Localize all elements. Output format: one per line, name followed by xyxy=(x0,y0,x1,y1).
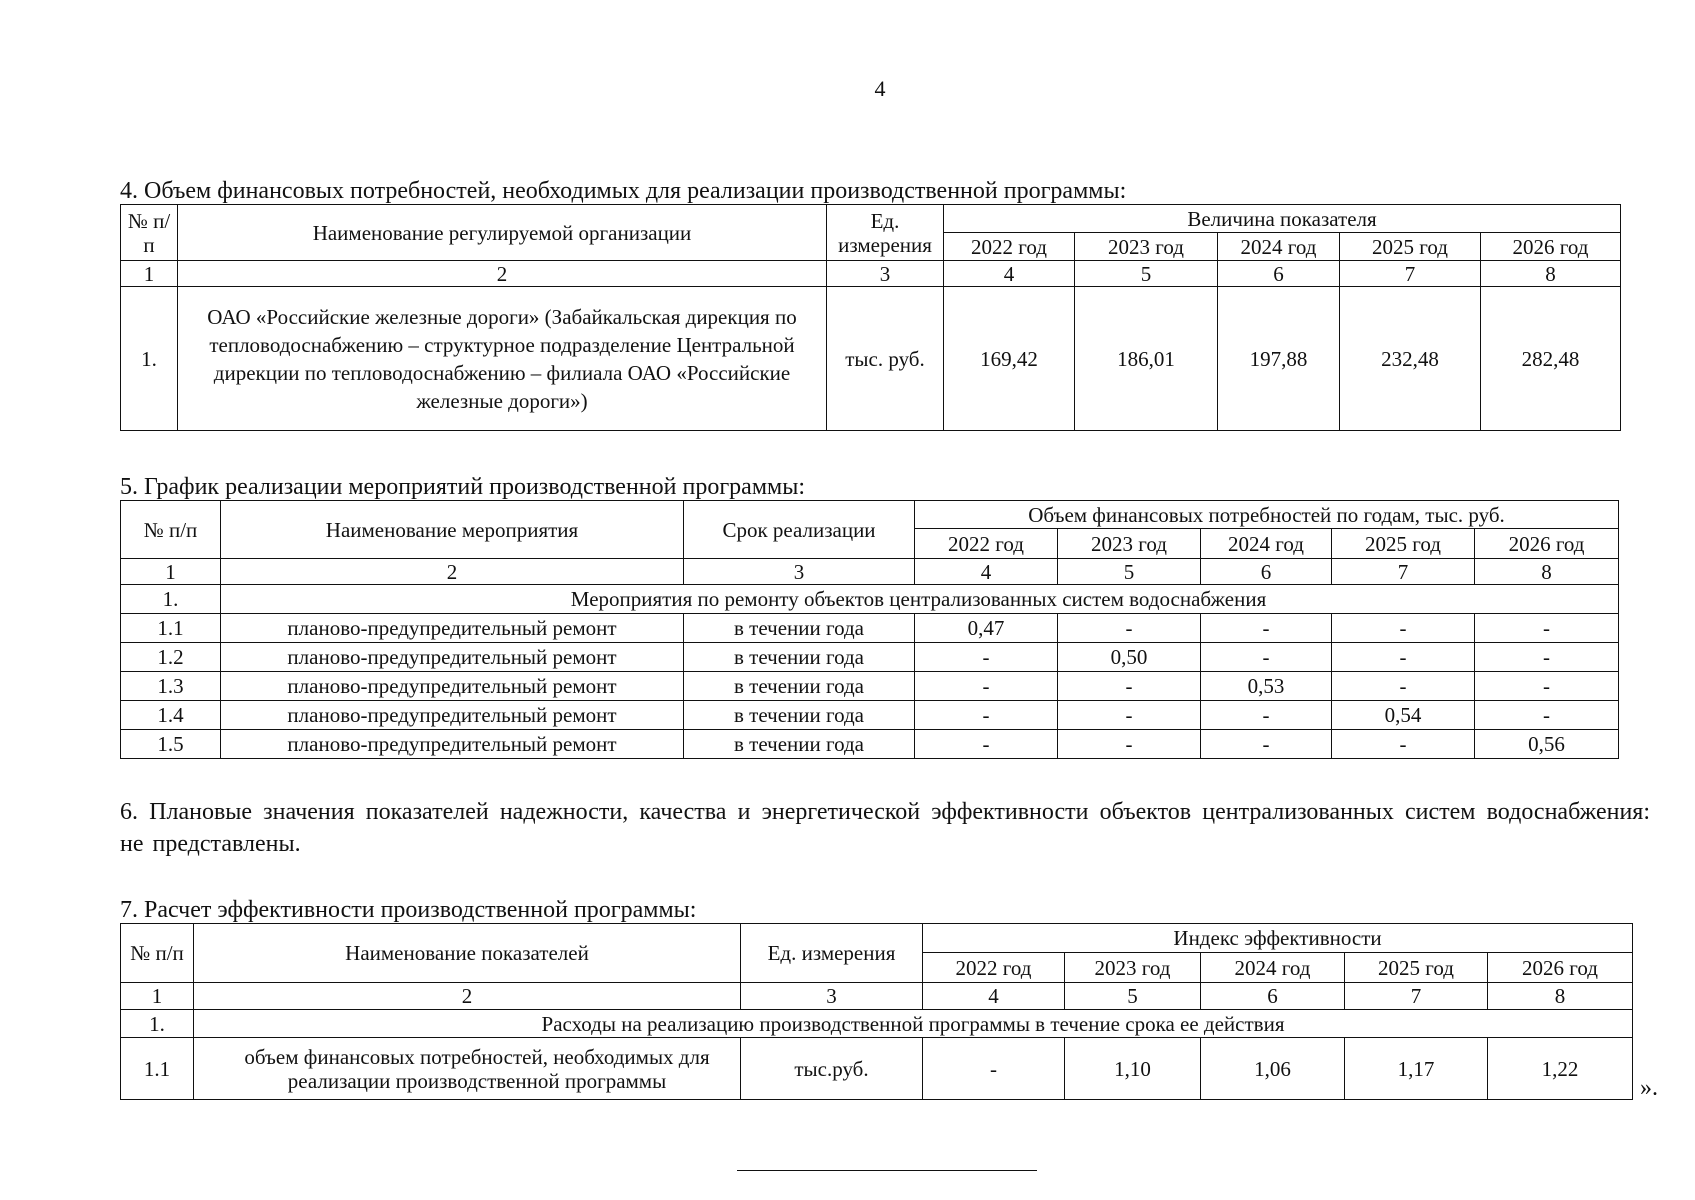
col-header-no: № п/п xyxy=(121,205,178,261)
page-number: 4 xyxy=(874,76,886,101)
row-no: 1.4 xyxy=(121,701,221,730)
col-header-term: Срок реализации xyxy=(684,501,915,559)
value-cell: 0,53 xyxy=(1201,672,1332,701)
year-header: 2024 год xyxy=(1201,953,1345,983)
value-cell: 1,10 xyxy=(1065,1038,1201,1100)
row-no: 1.3 xyxy=(121,672,221,701)
section5-heading: 5. График реализации мероприятий производственной программы: xyxy=(120,474,805,500)
col-header-value-group: Величина показателя xyxy=(944,205,1621,233)
index-cell: 1 xyxy=(121,983,194,1010)
activity-name: планово-предупредительный ремонт xyxy=(221,643,684,672)
value-cell: 169,42 xyxy=(944,287,1075,431)
value-cell: - xyxy=(1201,614,1332,643)
year-header: 2022 год xyxy=(944,233,1075,261)
value-cell: - xyxy=(915,730,1058,759)
schedule-table xyxy=(120,500,1619,759)
year-header: 2022 год xyxy=(923,953,1065,983)
table-row xyxy=(121,287,1621,431)
col-header-unit: Ед. измерения xyxy=(741,924,923,983)
value-cell: 0,47 xyxy=(915,614,1058,643)
row-no: 1. xyxy=(121,287,178,431)
index-cell: 6 xyxy=(1201,559,1332,585)
year-header: 2026 год xyxy=(1481,233,1621,261)
index-cell: 6 xyxy=(1218,261,1340,287)
value-cell: 0,50 xyxy=(1058,643,1201,672)
index-cell: 3 xyxy=(684,559,915,585)
row-no: 1.1 xyxy=(121,614,221,643)
value-cell: - xyxy=(1058,614,1201,643)
group-no: 1. xyxy=(121,585,221,614)
value-cell: - xyxy=(923,1038,1065,1100)
value-cell: 282,48 xyxy=(1481,287,1621,431)
year-header: 2025 год xyxy=(1345,953,1488,983)
value-cell: - xyxy=(1332,672,1475,701)
value-cell: 1,22 xyxy=(1488,1038,1633,1100)
index-cell: 4 xyxy=(923,983,1065,1010)
col-header-activity: Наименование мероприятия xyxy=(221,501,684,559)
value-cell: 1,06 xyxy=(1201,1038,1345,1100)
year-header: 2023 год xyxy=(1058,529,1201,559)
value-cell: - xyxy=(1475,672,1619,701)
year-header: 2026 год xyxy=(1488,953,1633,983)
value-cell: - xyxy=(1332,643,1475,672)
value-cell: - xyxy=(1201,730,1332,759)
value-cell: - xyxy=(915,672,1058,701)
value-cell: - xyxy=(1332,730,1475,759)
activity-name: планово-предупредительный ремонт xyxy=(221,614,684,643)
index-cell: 1 xyxy=(121,261,178,287)
table-row xyxy=(121,643,1619,672)
index-cell: 4 xyxy=(915,559,1058,585)
year-header: 2022 год xyxy=(915,529,1058,559)
activity-term: в течении года xyxy=(684,701,915,730)
activity-term: в течении года xyxy=(684,643,915,672)
index-cell: 1 xyxy=(121,559,221,585)
index-cell: 8 xyxy=(1481,261,1621,287)
index-cell: 7 xyxy=(1345,983,1488,1010)
col-header-no: № п/п xyxy=(121,924,194,983)
row-unit: тыс. руб. xyxy=(827,287,944,431)
value-cell: 0,56 xyxy=(1475,730,1619,759)
index-cell: 8 xyxy=(1488,983,1633,1010)
index-cell: 4 xyxy=(944,261,1075,287)
index-cell: 3 xyxy=(741,983,923,1010)
value-cell: - xyxy=(1332,614,1475,643)
index-cell: 6 xyxy=(1201,983,1345,1010)
value-cell: - xyxy=(1058,730,1201,759)
year-header: 2025 год xyxy=(1340,233,1481,261)
footer-separator-line xyxy=(737,1170,1037,1171)
year-header: 2023 год xyxy=(1075,233,1218,261)
section6-text: 6. Плановые значения показателей надежности, качества и энергетической эффективности объектов централизованных систем водоснабжения: не представлены. xyxy=(120,799,1650,857)
col-header-org-name: Наименование регулируемой организации xyxy=(178,205,827,261)
col-header-index-group: Индекс эффективности xyxy=(923,924,1633,953)
value-cell: - xyxy=(1058,672,1201,701)
org-name: ОАО «Российские железные дороги» (Забайкальская дирекция по тепловодоснабжению – структурное подразделение Центральной дирекции по тепловодоснабжению – филиала ОАО «Российские железные дороги») xyxy=(178,287,827,431)
section4-heading: 4. Объем финансовых потребностей, необходимых для реализации производственной программы: xyxy=(120,178,1127,204)
activity-term: в течении года xyxy=(684,614,915,643)
index-cell: 8 xyxy=(1475,559,1619,585)
table-row xyxy=(121,672,1619,701)
index-cell: 5 xyxy=(1058,559,1201,585)
group-title: Мероприятия по ремонту объектов централизованных систем водоснабжения xyxy=(221,585,1619,614)
year-header: 2024 год xyxy=(1201,529,1332,559)
col-header-no: № п/п xyxy=(121,501,221,559)
group-title: Расходы на реализацию производственной программы в течение срока ее действия xyxy=(194,1010,1633,1038)
year-header: 2026 год xyxy=(1475,529,1619,559)
row-no: 1.5 xyxy=(121,730,221,759)
activity-term: в течении года xyxy=(684,730,915,759)
index-cell: 7 xyxy=(1340,261,1481,287)
value-cell: 232,48 xyxy=(1340,287,1481,431)
table-row xyxy=(121,730,1619,759)
value-cell: - xyxy=(1058,701,1201,730)
col-header-unit: Ед. измерения xyxy=(827,205,944,261)
closing-quote-mark: ». xyxy=(1640,1075,1658,1101)
group-no: 1. xyxy=(121,1010,194,1038)
group-row xyxy=(121,1010,1633,1038)
value-cell: - xyxy=(915,643,1058,672)
index-cell: 2 xyxy=(221,559,684,585)
value-cell: - xyxy=(1475,701,1619,730)
year-header: 2024 год xyxy=(1218,233,1340,261)
index-cell: 5 xyxy=(1065,983,1201,1010)
table-row xyxy=(121,701,1619,730)
indicator-name: объем финансовых потребностей, необходимых для реализации производственной программы xyxy=(194,1038,741,1100)
value-cell: 0,54 xyxy=(1332,701,1475,730)
group-row xyxy=(121,585,1619,614)
activity-name: планово-предупредительный ремонт xyxy=(221,701,684,730)
col-header-indicator: Наименование показателей xyxy=(194,924,741,983)
year-header: 2025 год xyxy=(1332,529,1475,559)
efficiency-table xyxy=(120,923,1633,1100)
col-header-volume-group: Объем финансовых потребностей по годам, тыс. руб. xyxy=(915,501,1619,529)
value-cell: - xyxy=(1201,643,1332,672)
value-cell: - xyxy=(1201,701,1332,730)
row-unit: тыс.руб. xyxy=(741,1038,923,1100)
row-no: 1.2 xyxy=(121,643,221,672)
index-cell: 2 xyxy=(194,983,741,1010)
section7-heading: 7. Расчет эффективности производственной программы: xyxy=(120,897,697,923)
table-row xyxy=(121,1038,1633,1100)
value-cell: - xyxy=(915,701,1058,730)
index-cell: 3 xyxy=(827,261,944,287)
value-cell: 186,01 xyxy=(1075,287,1218,431)
row-no: 1.1 xyxy=(121,1038,194,1100)
value-cell: 1,17 xyxy=(1345,1038,1488,1100)
value-cell: - xyxy=(1475,614,1619,643)
index-cell: 5 xyxy=(1075,261,1218,287)
activity-term: в течении года xyxy=(684,672,915,701)
index-cell: 7 xyxy=(1332,559,1475,585)
value-cell: 197,88 xyxy=(1218,287,1340,431)
activity-name: планово-предупредительный ремонт xyxy=(221,672,684,701)
value-cell: - xyxy=(1475,643,1619,672)
year-header: 2023 год xyxy=(1065,953,1201,983)
table-row xyxy=(121,614,1619,643)
financial-needs-table xyxy=(120,204,1621,431)
activity-name: планово-предупредительный ремонт xyxy=(221,730,684,759)
index-cell: 2 xyxy=(178,261,827,287)
